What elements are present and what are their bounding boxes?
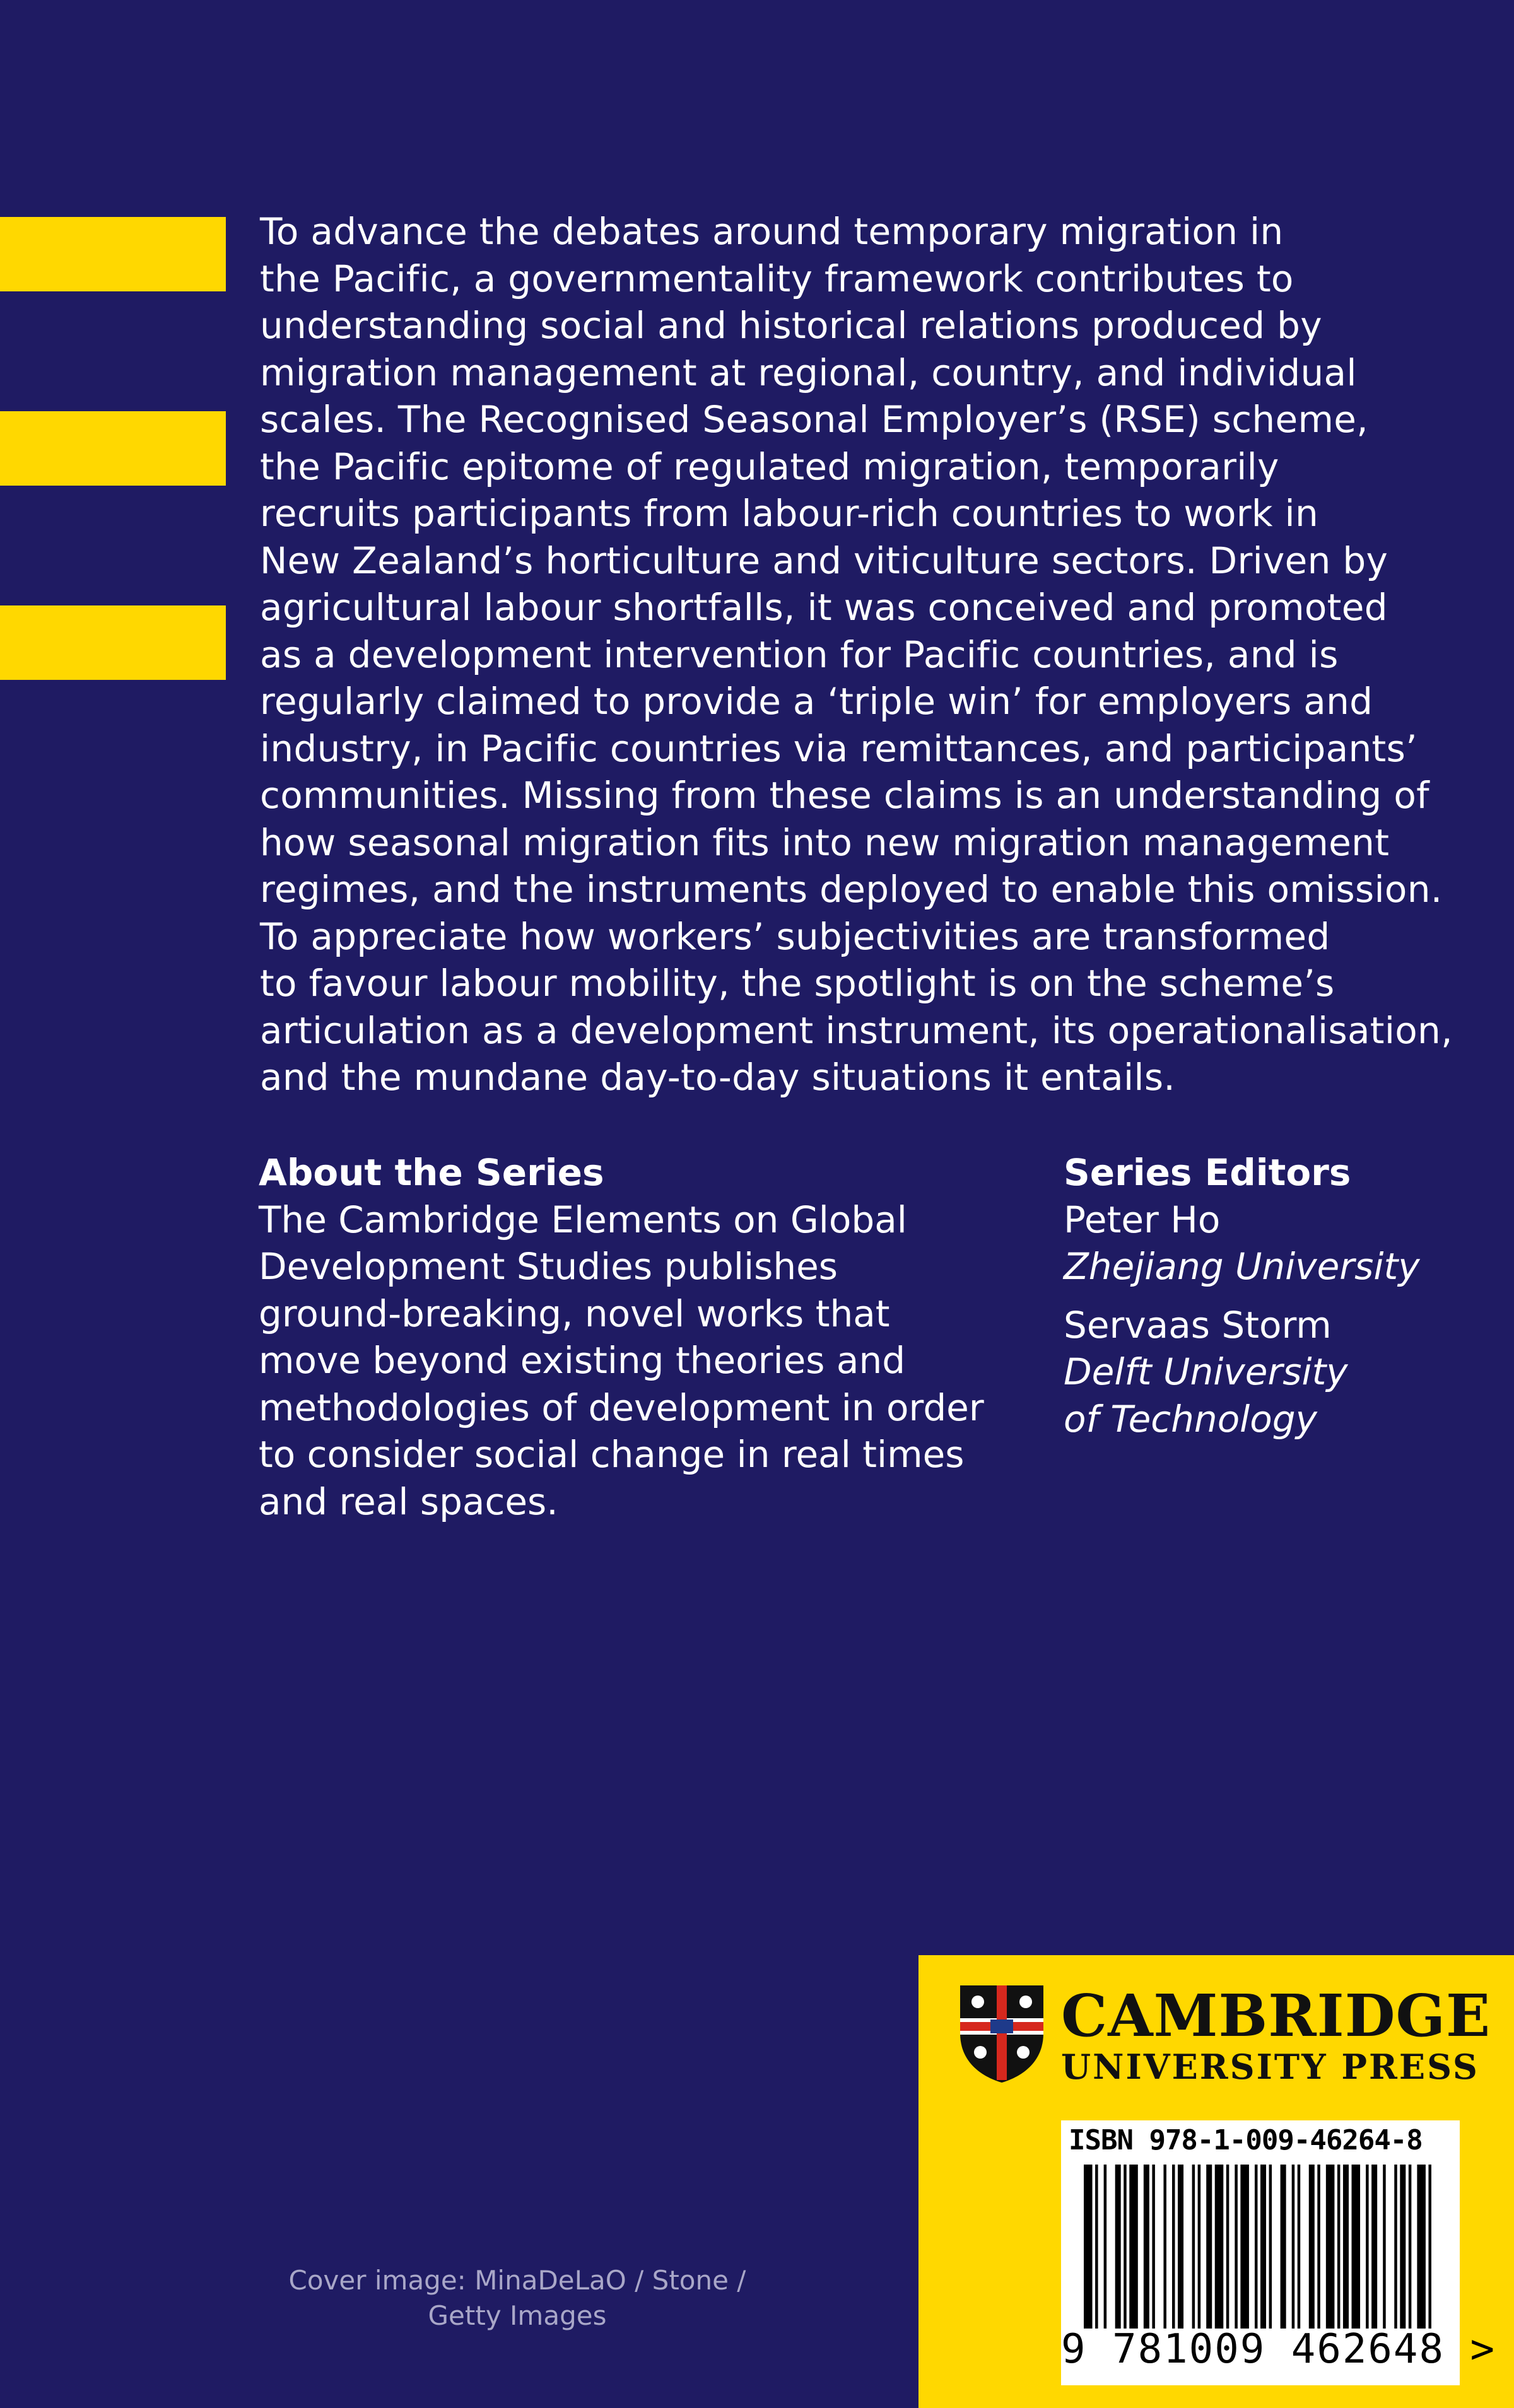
blurb-line: the Pacific epitome of regulated migration, temporarily [260, 445, 1279, 488]
blurb-line: migration management at regional, country, and individual [260, 351, 1357, 394]
about-series-section [259, 1149, 1016, 1525]
blurb-line: To advance the debates around temporary migration in [260, 210, 1284, 253]
blurb-line: understanding social and historical relations produced by [260, 304, 1322, 347]
blurb-line: regimes, and the instruments deployed to enable this omission. [260, 868, 1443, 911]
yellow-stripe-2 [0, 411, 226, 486]
yellow-stripe-1 [0, 217, 226, 291]
blurb-text [260, 208, 1453, 1101]
blurb-line: how seasonal migration fits into new migration management [260, 821, 1390, 864]
editor-name: Peter Ho [1064, 1198, 1221, 1241]
publisher-name [1061, 1984, 1491, 2086]
about-series-line: to consider social change in real times [259, 1433, 965, 1476]
publisher-name-line2: UNIVERSITY PRESS [1061, 2047, 1479, 2087]
series-editors-section [1064, 1149, 1480, 1442]
isbn-label: ISBN 978-1-009-46264-8 [1069, 2124, 1423, 2156]
about-series-line: ground-breaking, novel works that [259, 1292, 890, 1335]
blurb-line: industry, in Pacific countries via remittances, and participants’ [260, 727, 1417, 770]
publisher-name-line1: CAMBRIDGE [1061, 1982, 1491, 2050]
credit-line: Getty Images [428, 2300, 607, 2331]
blurb-line: and the mundane day-to-day situations it entails. [260, 1056, 1176, 1099]
cover-image-credit [259, 2263, 776, 2334]
blurb-line: to favour labour mobility, the spotlight is on the scheme’s [260, 962, 1335, 1005]
blurb-line: agricultural labour shortfalls, it was conceived and promoted [260, 586, 1388, 629]
editor-affiliation: Delft University [1064, 1350, 1348, 1393]
about-series-line: move beyond existing theories and [259, 1339, 906, 1382]
editor-affiliation: Zhejiang University [1064, 1245, 1420, 1288]
publisher-panel [918, 1955, 1514, 2408]
blurb-line: recruits participants from labour-rich countries to work in [260, 492, 1319, 535]
about-series-heading: About the Series [259, 1151, 604, 1194]
about-series-line: methodologies of development in order [259, 1386, 984, 1429]
editor-name: Servaas Storm [1064, 1303, 1332, 1347]
barcode-bars [1084, 2165, 1437, 2329]
credit-line: Cover image: MinaDeLaO / Stone / [288, 2265, 746, 2296]
about-series-line: and real spaces. [259, 1480, 558, 1523]
blurb-line: communities. Missing from these claims is an understanding of [260, 774, 1429, 817]
blurb-line: New Zealand’s horticulture and viticulture sectors. Driven by [260, 539, 1388, 582]
blurb-line: regularly claimed to provide a ‘triple win’ for employers and [260, 680, 1373, 723]
barcode-digits: 9 781009 462648 > [1061, 2326, 1496, 2373]
blurb-line: as a development intervention for Pacific countries, and is [260, 633, 1339, 676]
cambridge-logo [958, 1980, 1500, 2107]
blurb-line: scales. The Recognised Seasonal Employer’s (RSE) scheme, [260, 398, 1368, 441]
about-series-line: Development Studies publishes [259, 1245, 838, 1288]
isbn-barcode [1061, 2120, 1496, 2385]
blurb-line: articulation as a development instrument, its operationalisation, [260, 1008, 1453, 1052]
blurb-line: the Pacific, a governmentality framework contributes to [260, 257, 1294, 300]
editor-affiliation: of Technology [1064, 1397, 1317, 1441]
yellow-stripe-3 [0, 605, 226, 680]
blurb-line: To appreciate how workers’ subjectivities are transformed [260, 915, 1330, 958]
about-series-line: The Cambridge Elements on Global [259, 1198, 907, 1241]
series-editors-heading: Series Editors [1064, 1151, 1351, 1194]
cambridge-shield-icon [958, 1983, 1046, 2084]
